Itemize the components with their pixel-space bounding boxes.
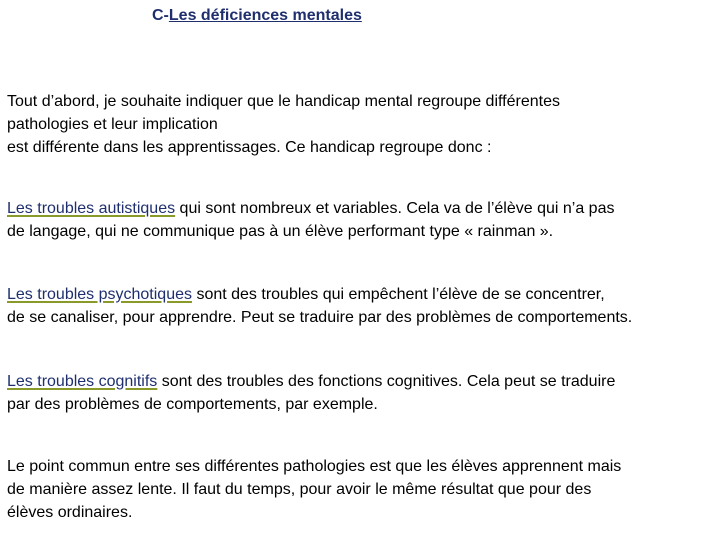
- title-prefix: C-: [152, 7, 169, 24]
- psychotic-line-2: de se canaliser, pour apprendre. Peut se traduire par des problèmes de comportements.: [7, 309, 633, 326]
- conclusion-line: de manière assez lente. Il faut du temps, pour avoir le même résultat que pour des: [7, 481, 592, 498]
- psychotic-line-1: [7, 283, 719, 306]
- autistic-line-1: [7, 197, 719, 220]
- intro-paragraph: [7, 90, 719, 159]
- autistic-line-2: de langage, qui ne communique pas à un élève performant type « rainman ».: [7, 223, 554, 240]
- cognitive-term: Les troubles cognitifs: [7, 373, 158, 390]
- psychotic-paragraph: [7, 283, 719, 329]
- psychotic-term: Les troubles psychotiques: [7, 286, 192, 303]
- cognitive-line-1: [7, 370, 719, 393]
- intro-line: pathologies et leur implication: [7, 116, 218, 133]
- page-title: [152, 7, 362, 25]
- cognitive-line-2: par des problèmes de comportements, par exemple.: [7, 396, 378, 413]
- conclusion-paragraph: [7, 455, 719, 524]
- title-text: Les déficiences mentales: [168, 7, 362, 24]
- autistic-paragraph: [7, 197, 719, 243]
- psychotic-line-1-rest: sont des troubles qui empêchent l’élève de se concentrer,: [192, 286, 605, 303]
- cognitive-line-1-rest: sont des troubles des fonctions cognitives. Cela peut se traduire: [157, 373, 616, 390]
- intro-line: est différente dans les apprentissages. Ce handicap regroupe donc :: [7, 139, 492, 156]
- autistic-line-1-rest: qui sont nombreux et variables. Cela va de l’élève qui n’a pas: [175, 200, 615, 217]
- autistic-term: Les troubles autistiques: [7, 200, 176, 217]
- cognitive-paragraph: [7, 370, 719, 416]
- conclusion-line: élèves ordinaires.: [7, 504, 133, 521]
- intro-line: Tout d’abord, je souhaite indiquer que le handicap mental regroupe différentes: [7, 93, 560, 110]
- conclusion-line: Le point commun entre ses différentes pathologies est que les élèves apprennent mais: [7, 458, 622, 475]
